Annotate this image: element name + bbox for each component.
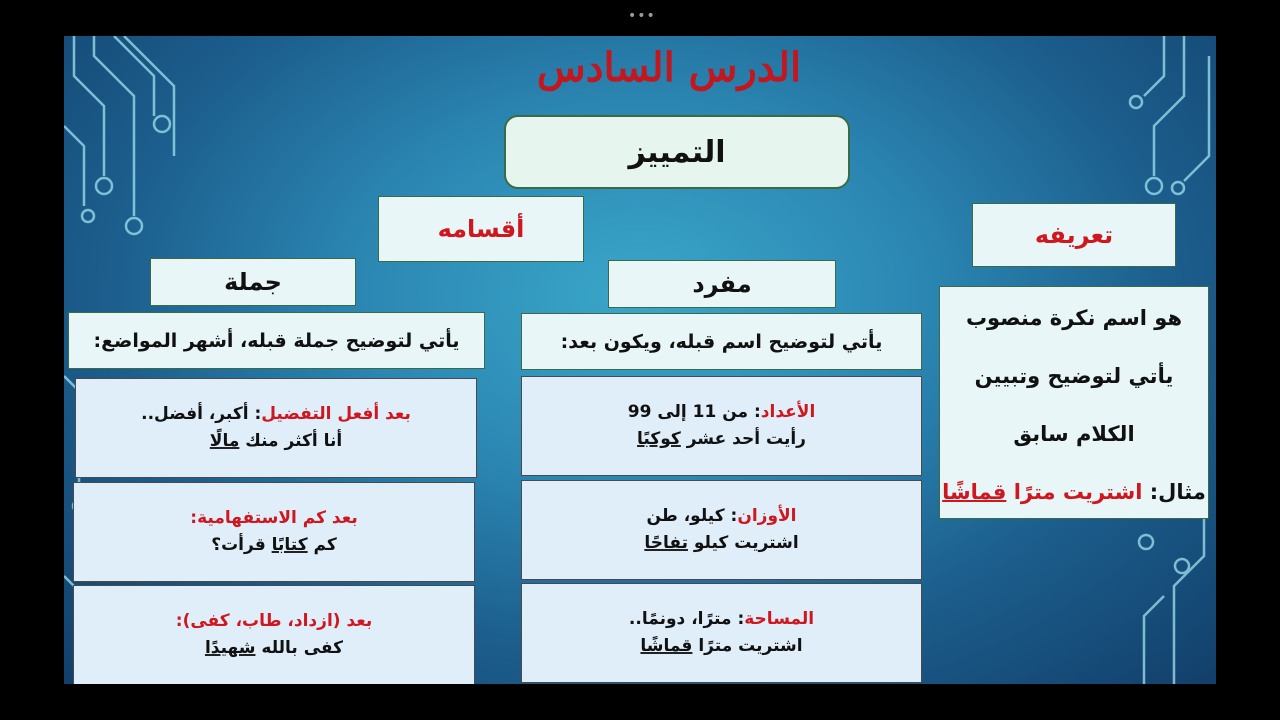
sentence-card-verbs: بعد (ازداد، طاب، كفى): كفى بالله شهيدًا [73,585,475,684]
definition-line-3: الكلام سابق [1013,422,1135,446]
slide [64,36,1216,684]
single-label: مفرد [692,270,752,298]
divisions-label: أقسامه [437,215,525,243]
definition-box [939,286,1209,519]
definition-header [972,203,1176,267]
single-intro-box [521,313,922,370]
lesson-title: الدرس السادس [536,44,802,91]
single-card-weights: الأوزان: كيلو، طن اشتريت كيلو تفاحًا [521,480,922,580]
sentence-card-superlative: بعد أفعل التفضيل: أكبر، أفضل.. أنا أكثر منك مالًا [75,378,477,478]
single-header [608,260,836,308]
sentence-header [150,258,356,306]
definition-example: مثال: اشتريت مترًا قماشًا [942,480,1206,504]
topic-box [504,115,850,189]
divisions-header [378,196,584,262]
definition-line-1: هو اسم نكرة منصوب [965,306,1183,330]
sentence-intro-box [68,312,485,369]
definition-label: تعريفه [1034,221,1114,249]
single-card-numbers: الأعداد: من 11 إلى 99 رأيت أحد عشر كوكبًا [521,376,922,476]
definition-line-2: يأتي لتوضيح وتبيين [974,364,1174,388]
single-card-area: المساحة: مترًا، دونمًا.. اشتريت مترًا قماشًا [521,583,922,683]
topic-label: التمييز [628,134,726,170]
sentence-label: جملة [224,268,282,296]
sentence-intro-text: يأتي لتوضيح جملة قبله، أشهر المواضع: [93,329,460,352]
window-dots-icon[interactable]: ••• [628,8,656,24]
single-intro-text: يأتي لتوضيح اسم قبله، ويكون بعد: [560,330,883,353]
sentence-card-interrogative: بعد كم الاستفهامية: كم كتابًا قرأت؟ [73,482,475,582]
